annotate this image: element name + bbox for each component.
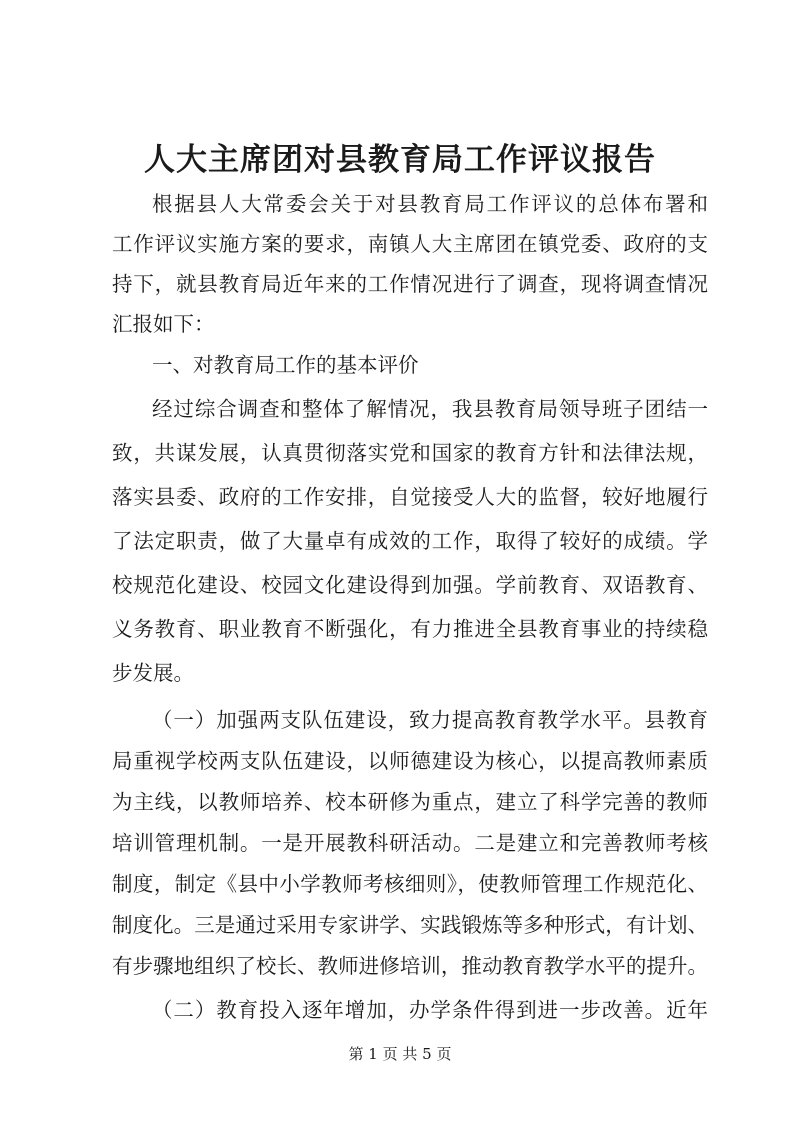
paragraph-line: 致，共谋发展，认真贯彻落实党和国家的教育方针和法律法规， — [112, 441, 708, 465]
paragraph-line: 步发展。 — [112, 661, 194, 685]
paragraph-line: 校规范化建设、校园文化建设得到加强。学前教育、双语教育、 — [112, 573, 708, 597]
paragraph-line: 制度，制定《县中小学教师考核细则》，使教师管理工作规范化、 — [112, 872, 708, 896]
paragraph-line: 了法定职责，做了大量卓有成效的工作，取得了较好的成绩。学 — [112, 529, 708, 553]
paragraph-line: 持下，就县教育局近年来的工作情况进行了调查，现将调查情况 — [112, 272, 708, 296]
paragraph-line: 为主线，以教师培养、校本研修为重点，建立了科学完善的教师 — [112, 790, 708, 814]
paragraph-line: 根据县人大常委会关于对县教育局工作评议的总体布署和 — [152, 192, 708, 216]
page-number-footer: 第 1 页 共 5 页 — [348, 1045, 452, 1063]
paragraph-line: 义务教育、职业教育不断强化，有力推进全县教育事业的持续稳 — [112, 617, 708, 641]
paragraph-line: 汇报如下： — [112, 312, 215, 336]
paragraph-line: 制度化。三是通过采用专家讲学、实践锻炼等多种形式，有计划、 — [112, 913, 708, 937]
paragraph-line: 经过综合调查和整体了解情况，我县教育局领导班子团结一 — [152, 397, 708, 421]
paragraph-line: 局重视学校两支队伍建设，以师德建设为核心，以提高教师素质 — [112, 749, 708, 773]
paragraph-line: 有步骤地组织了校长、教师进修培训，推动教育教学水平的提升。 — [112, 954, 708, 978]
paragraph-line: （一）加强两支队伍建设，致力提高教育教学水平。县教育 — [152, 708, 708, 732]
paragraph-line: 培训管理机制。一是开展教科研活动。二是建立和完善教师考核 — [112, 831, 708, 855]
section-heading: 一、对教育局工作的基本评价 — [152, 353, 419, 377]
document-title: 人大主席团对县教育局工作评议报告 — [144, 142, 656, 178]
paragraph-line: （二）教育投入逐年增加，办学条件得到进一步改善。近年 — [152, 998, 708, 1022]
paragraph-line: 工作评议实施方案的要求，南镇人大主席团在镇党委、政府的支 — [112, 232, 708, 256]
paragraph-line: 落实县委、政府的工作安排，自觉接受人大的监督，较好地履行 — [112, 485, 708, 509]
